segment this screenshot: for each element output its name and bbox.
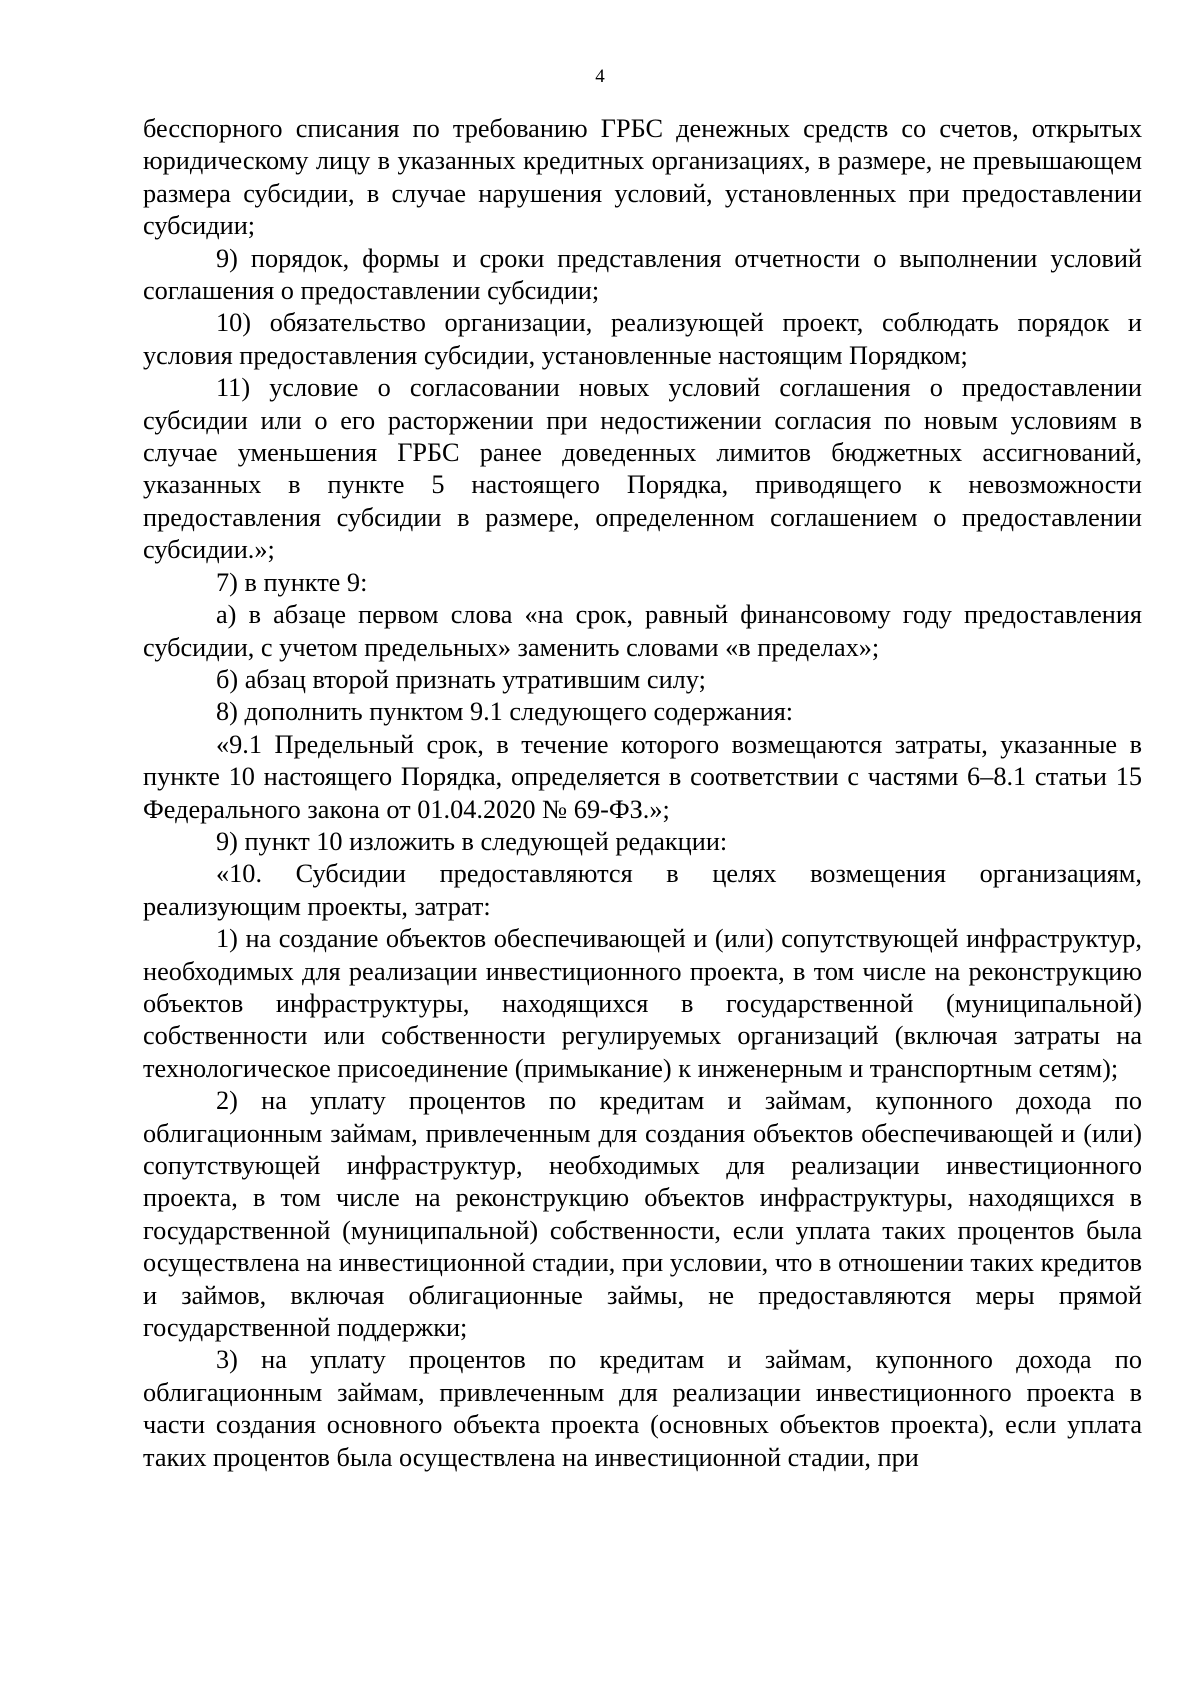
paragraph: 10) обязательство организации, реализующей проект, соблюдать порядок и условия предоставления субсидии, установленные настоящим Порядком; xyxy=(143,308,1142,370)
paragraph: 2) на уплату процентов по кредитам и займам, купонного дохода по облигационным займам, привлеченным для создания объектов обеспечивающей и (или) сопутствующей инфраструктур, необходимых для реализации инвестиционного проекта, в том числе на реконструкцию объектов инфраструктуры, находящихся в государственной (муниципальной) собственности, если уплата таких процентов была осуществлена на инвестиционной стадии, при условии, что в отношении таких кредитов и займов, включая облигационные займы, не предоставляются меры прямой государственной поддержки; xyxy=(143,1086,1142,1343)
paragraph: 9) порядок, формы и сроки представления отчетности о выполнении условий соглашения о предоставлении субсидии; xyxy=(143,243,1142,306)
paragraph: б) абзац второй признать утратившим силу; xyxy=(216,664,706,694)
paragraph: а) в абзаце первом слова «на срок, равный финансовому году предоставления субсидии, с учетом предельных» заменить словами «в пределах»; xyxy=(143,600,1142,662)
document-body xyxy=(143,113,1142,1474)
paragraph: бесспорного списания по требованию ГРБС денежных средств со счетов, открытых юридическому лицу в указанных кредитных организациях, в размере, не превышающем размера субсидии, в случае нарушения условий, установленных при предоставлении субсидии; xyxy=(143,114,1142,241)
paragraph: 1) на создание объектов обеспечивающей и (или) сопутствующей инфраструктур, необходимых для реализации инвестиционного проекта, в том числе на реконструкцию объектов инфраструктуры, находящихся в государственной (муниципальной) собственности или собственности регулируемых организаций (включая затраты на технологическое присоединение (примыкание) к инженерным и транспортным сетям); xyxy=(143,924,1142,1083)
paragraph: 11) условие о согласовании новых условий соглашения о предоставлении субсидии или о его расторжении при недостижении согласия по новым условиям в случае уменьшения ГРБС ранее доведенных лимитов бюджетных ассигнований, указанных в пункте 5 настоящего Порядка, приводящего к невозможности предоставления субсидии в размере, определенном соглашением о предоставлении субсидии.»; xyxy=(143,373,1142,565)
paragraph: 8) дополнить пунктом 9.1 следующего содержания: xyxy=(216,697,794,727)
page-number: 4 xyxy=(595,66,605,87)
paragraph: 3) на уплату процентов по кредитам и займам, купонного дохода по облигационным займам, привлеченным для реализации инвестиционного проекта в части создания основного объекта проекта (основных объектов проекта), если уплата таких процентов была осуществлена на инвестиционной стадии, при xyxy=(143,1345,1142,1472)
paragraph: «9.1 Предельный срок, в течение которого возмещаются затраты, указанные в пункте 10 настоящего Порядка, определяется в соответствии с частями 6–8.1 статьи 15 Федерального закона от 01.04.2020 № 69-ФЗ.»; xyxy=(143,729,1142,824)
paragraph: «10. Субсидии предоставляются в целях возмещения организациям, реализующим проекты, затрат: xyxy=(143,859,1142,921)
paragraph: 7) в пункте 9: xyxy=(216,567,368,597)
paragraph: 9) пункт 10 изложить в следующей редакции: xyxy=(216,826,728,856)
